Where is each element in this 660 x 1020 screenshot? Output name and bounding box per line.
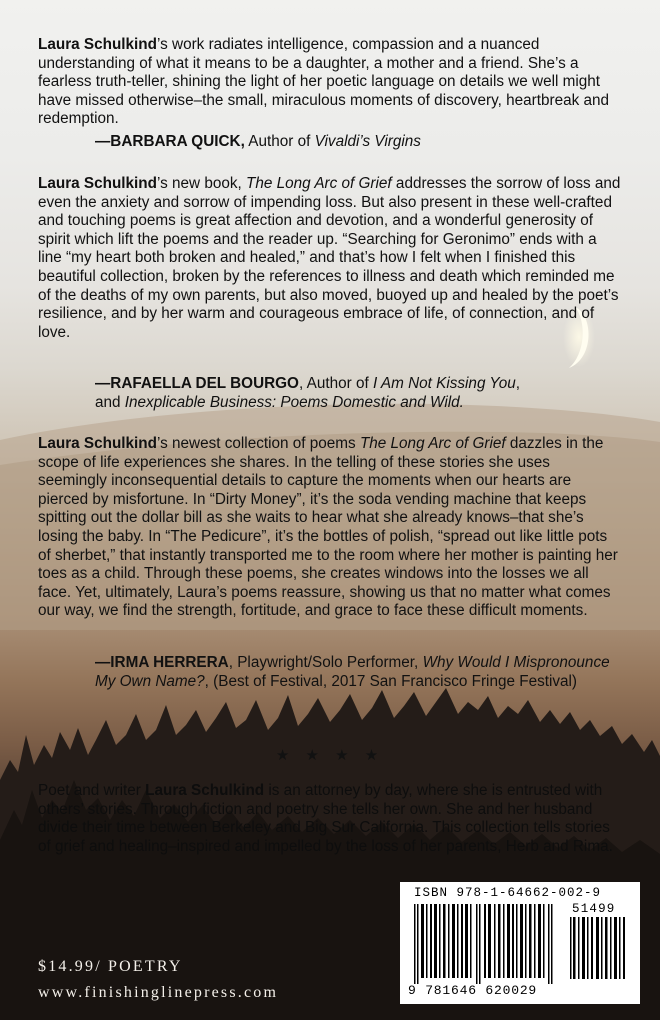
- ean-barcode-bars: [410, 904, 560, 984]
- attribution-work: Vivaldi’s Virgins: [314, 133, 421, 150]
- attribution-name: —IRMA HERRERA: [95, 654, 229, 671]
- attribution-and: and: [95, 393, 125, 411]
- isbn-barcode: [400, 882, 640, 1004]
- author-bio: [38, 782, 622, 856]
- blurb-3: [38, 435, 622, 621]
- blurb-3-book-title: The Long Arc of Grief: [359, 435, 506, 452]
- attribution-name: —RAFAELLA DEL BOURGO: [95, 375, 299, 392]
- star-separator: ★ ★ ★ ★: [275, 747, 385, 764]
- attribution-role: , Playwright/Solo Performer,: [228, 654, 423, 671]
- blurb-1-text: ’s work radiates intelligence, compassion and a nuanced understanding of what it means to be a daughter, a mother and a friend. She’s a fearless truth-teller, shining the light of her poetic language on details we well might have missed otherwise–the small, miraculous moments of discovery, heartbreak and redemption.: [38, 36, 610, 128]
- ean-digits: 9 781646 620029: [408, 983, 538, 998]
- publisher-website: www.finishinglinepress.com: [38, 984, 279, 1001]
- bio-text-a: Poet and writer: [38, 782, 146, 799]
- blurb-3-author: Laura Schulkind: [38, 435, 157, 452]
- attribution-name: —BARBARA QUICK,: [95, 133, 245, 150]
- attribution-role: Author of: [244, 133, 315, 150]
- attribution-separator: ,: [515, 375, 521, 392]
- isbn-label: ISBN 978-1-64662-002-9: [414, 886, 602, 900]
- attribution-work-2: Inexplicable Business: Poems Domestic and Wild.: [124, 393, 464, 411]
- attribution-work: Why Would I Mispronounce My Own Name?: [95, 654, 610, 690]
- blurb-2-book-title: The Long Arc of Grief: [246, 175, 392, 192]
- blurb-3-attribution: [95, 654, 625, 691]
- attribution-work-1: I Am Not Kissing You: [372, 375, 516, 392]
- blurb-3-text-a: ’s newest collection of poems: [157, 435, 360, 452]
- price-code-label: 51499: [572, 902, 616, 916]
- blurb-2-text-b: addresses the sorrow of loss and even the anxiety and sorrow of impending loss. But also present in these well-crafted and touching poems is great affection and devotion, and a wonderful generosity of spirit which lift the poems and the reader up. “Searching for Geronimo” ends with a line “my heart both broken and healed,” and that’s how I felt when I finished this beautiful collection, broken by the references to illness and death which reminded me of the deaths of my own parents, but also moved, buoyed up and healed by the poet’s resilience, and by her warm and courageous embrace of life, of connection, and of love.: [38, 175, 621, 341]
- blurb-2: [38, 175, 622, 342]
- price-addon-bars: [568, 917, 630, 979]
- blurb-3-text-b: dazzles in the scope of life experiences she shares. In the telling of these stories she uses seemingly inconsequential details to capture the moments when our hearts are pierced by misfortune. In “Dirty Money”, it’s the soda vending machine that keeps spitting out the dollar bill as she waits to hear what she already knows–that she’s losing the baby. In “The Pedicure”, it’s the bottles of polish, “spread out like little pots of sherbet,” that instantly transported me to the room where her mother is painting her toes as a child. Through these poems, she creates windows into the losses we all face. Yet, ultimately, Laura’s poems reassure, showing us that no matter what comes our way, we find the strength, fortitude, and grace to face these difficult moments.: [38, 435, 618, 620]
- attribution-note: , (Best of Festival, 2017 San Francisco Fringe Festival): [204, 672, 578, 690]
- bio-text-b: is an attorney by day, where she is entrusted with others’ stories. Through fiction and poetry she tells her own. She and her husband divide their time between Berkeley and Big Sur California. This collection tells stories of grief and healing–inspired and impelled by the loss of her parents, Herb and Rima.: [38, 782, 613, 855]
- blurb-2-author: Laura Schulkind: [38, 175, 157, 192]
- blurb-2-attribution: [95, 375, 625, 412]
- bio-author: Laura Schulkind: [145, 782, 265, 799]
- attribution-role: , Author of: [298, 375, 373, 392]
- price-category: $14.99/ POETRY: [38, 958, 183, 975]
- blurb-1: [38, 36, 622, 129]
- blurb-1-author: Laura Schulkind: [38, 36, 157, 53]
- blurb-2-text-a: ’s new book,: [157, 175, 247, 192]
- blurb-1-attribution: [95, 133, 625, 152]
